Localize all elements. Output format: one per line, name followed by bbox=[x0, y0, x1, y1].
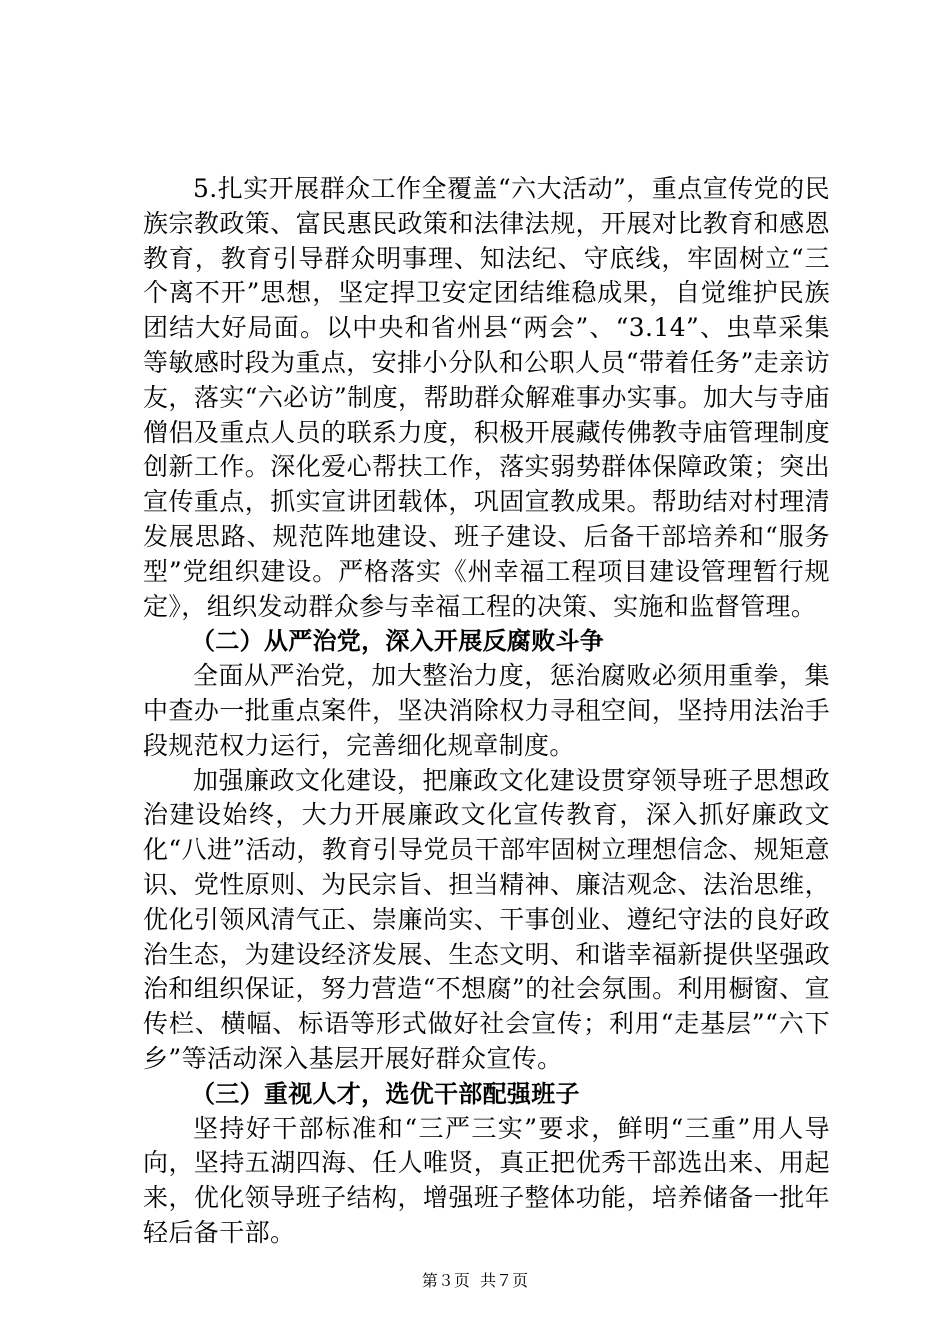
page-number: 第３页 共７页 bbox=[421, 1271, 529, 1290]
paragraph-cadre-selection: 坚持好干部标准和“三严三实”要求，鲜明“三重”用人导向，坚持五湖四海、任人唯贤，真正把优秀干部选出来、用起来，优化领导班子结构，增强班子整体功能，培养储备一批年轻后备干部。 bbox=[143, 1113, 830, 1247]
section-heading-anti-corruption: （二）从严治党，深入开展反腐败斗争 bbox=[191, 627, 605, 656]
paragraph-integrity-culture: 加强廉政文化建设，把廉政文化建设贯穿领导班子思想政治建设始终，大力开展廉政文化宣传教育，深入抓好廉政文化“八进”活动，教育引导党员干部牢固树立理想信念、规矩意识、党性原则、为民宗旨、担当精神、廉洁观念、法治思维，优化引领风清气正、崇廉尚实、干事创业、遵纪守法的良好政治生态，为建设经济发展、生态文明、和谐幸福新提供坚强政治和组织保证，努力营造“不想腐”的社会氛围。利用橱窗、宣传栏、横幅、标语等形式做好社会宣传；利用“走基层”“六下乡”等活动深入基层开展好群众宣传。 bbox=[143, 765, 830, 1073]
document-body bbox=[143, 172, 830, 1251]
page-footer bbox=[0, 1270, 950, 1292]
paragraph-activities: 5.扎实开展群众工作全覆盖“六大活动”，重点宣传党的民族宗教政策、富民惠民政策和法律法规，开展对比教育和感恩教育，教育引导群众明事理、知法纪、守底线，牢固树立“三个离不开”思想，坚定捍卫安定团结维稳成果，自觉维护民族团结大好局面。以中央和省州县“两会”、“3.14”、虫草采集等敏感时段为重点，安排小分队和公职人员“带着任务”走亲访友，落实“六必访”制度，帮助群众解难事办实事。加大与寺庙僧侣及重点人员的联系力度，积极开展藏传佛教寺庙管理制度创新工作。深化爱心帮扶工作，落实弱势群体保障政策；突出宣传重点，抓实宣讲团载体，巩固宣教成果。帮助结对村理清发展思路、规范阵地建设、班子建设、后备干部培养和“服务型”党组织建设。严格落实《州幸福工程项目建设管理暂行规定》，组织发动群众参与幸福工程的决策、实施和监督管理。 bbox=[143, 174, 830, 621]
paragraph-strict-governance: 全面从严治党，加大整治力度，惩治腐败必须用重拳，集中查办一批重点案件，坚决消除权力寻租空间，坚持用法治手段规范权力运行，完善细化规章制度。 bbox=[143, 661, 830, 760]
section-heading-talent: （三）重视人才，选优干部配强班子 bbox=[191, 1079, 580, 1108]
